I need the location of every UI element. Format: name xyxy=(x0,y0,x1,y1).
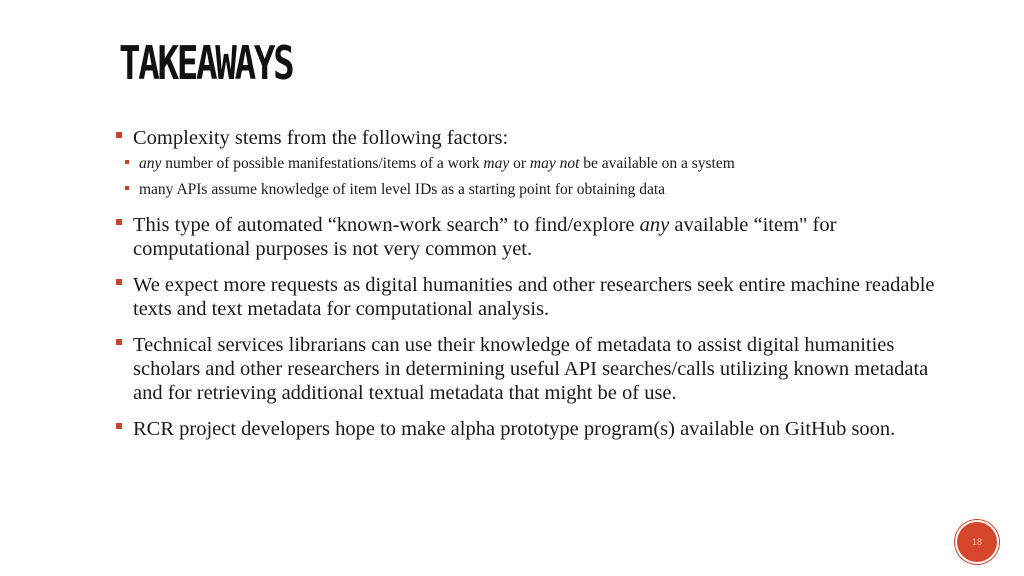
bullet-text: many APIs assume knowledge of item level IDs as a starting point for obtaining data xyxy=(139,181,666,198)
emphasis-any: any xyxy=(139,155,162,172)
page-number: 18 xyxy=(971,537,982,547)
bullet-text: available “item" for computational purposes is not very common yet. xyxy=(133,214,837,260)
bullet-text: This type of automated “known-work search” to find/explore xyxy=(133,214,640,236)
bullet-text: be available on a system xyxy=(579,155,735,172)
slide-body xyxy=(116,126,936,453)
bullet-square-icon xyxy=(116,423,122,429)
bullet-square-icon xyxy=(116,219,122,225)
emphasis-may-not: may not xyxy=(529,155,580,172)
bullet-text: Complexity stems from the following factors: xyxy=(133,127,509,149)
bullet-square-icon xyxy=(116,132,122,138)
bullet-text: We expect more requests as digital humanities and other researchers seek entire machine readable texts and text metadata for computational analysis. xyxy=(133,274,935,320)
bullet-text: Technical services librarians can use their knowledge of metadata to assist digital humanities scholars and other researchers in determining useful API searches/calls utilizing known metadata and for retrieving additional textual metadata that might be of use. xyxy=(133,334,929,404)
emphasis-may: may xyxy=(483,155,510,172)
bullet-more-requests xyxy=(116,273,936,321)
bullet-square-icon xyxy=(116,339,122,345)
bullet-text: RCR project developers hope to make alpha prototype program(s) available on GitHub soon. xyxy=(133,418,896,440)
bullet-known-work-search xyxy=(116,213,936,261)
bullet-complexity xyxy=(116,126,936,150)
slide-title: TAKEAWAYS xyxy=(119,36,293,90)
bullet-technical-services xyxy=(116,333,936,405)
bullet-text: or xyxy=(509,155,530,172)
emphasis-any: any xyxy=(639,214,670,236)
bullet-square-icon xyxy=(125,186,129,190)
bullet-text: number of possible manifestations/items of a work xyxy=(161,155,484,172)
bullet-square-icon xyxy=(116,279,122,285)
sub-bullet-list xyxy=(122,154,936,199)
page-number-badge xyxy=(957,522,997,562)
sub-bullet-manifestations xyxy=(122,154,936,173)
sub-bullet-apis xyxy=(122,180,936,199)
bullet-square-icon xyxy=(125,160,129,164)
bullet-rcr-project xyxy=(116,417,936,441)
